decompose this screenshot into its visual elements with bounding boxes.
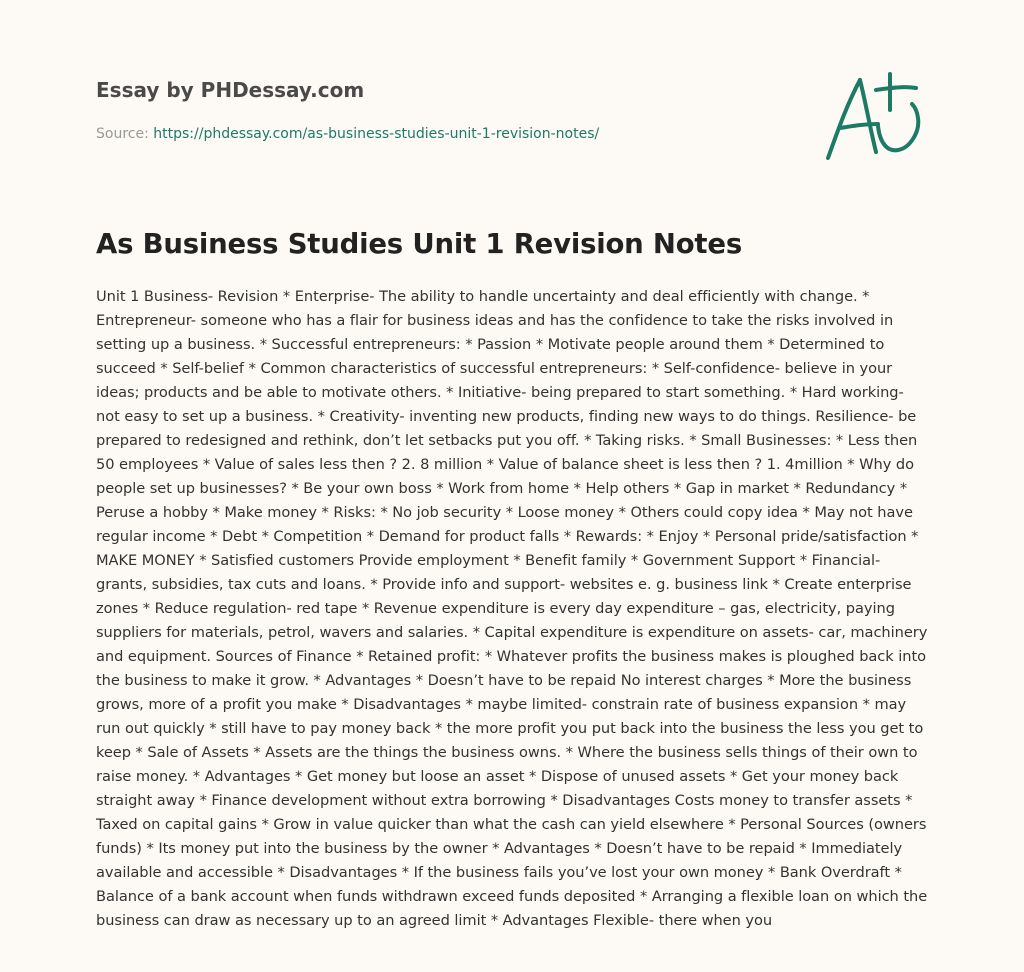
page-header [96, 76, 836, 144]
a-plus-logo-icon [818, 66, 930, 166]
document-title: As Business Studies Unit 1 Revision Notes [96, 228, 742, 260]
source-label: Source: [96, 126, 149, 142]
source-line [96, 124, 836, 144]
document-body: Unit 1 Business- Revision * Enterprise- The ability to handle uncertainty and deal efficiently with change. * Entrepreneur- someone who has a flair for business ideas and has the confidence to take the risks involved in setting up a business. * Successful entrepreneurs: * Passion * Motivate people around them * Determined to succeed * Self-belief * Common characteristics of successful entrepreneurs: * Self-confidence- believe in your ideas; products and be able to motivate others. * Initiative- being prepared to start something. * Hard working- not easy to set up a business. * Creativity- inventing new products, finding new ways to do things. Resilience- be prepared to redesigned and rethink, don’t let setbacks put you off. * Taking risks. * Small Businesses: * Less then 50 employees * Value of sales less then ? 2. 8 million * Value of balance sheet is less then ? 1. 4million * Why do people set up businesses? * Be your own boss * Work from home * Help others * Gap in market * Redundancy * Peruse a hobby * Make money * Risks: * No job security * Loose money * Others could copy idea * May not have regular income * Debt * Competition * Demand for product falls * Rewards: * Enjoy * Personal pride/satisfaction * MAKE MONEY * Satisfied customers Provide employment * Benefit family * Government Support * Financial- grants, subsidies, tax cuts and loans. * Provide info and support- websites e. g. business link * Create enterprise zones * Reduce regulation- red tape * Revenue expenditure is every day expenditure – gas, electricity, paying suppliers for materials, petrol, wavers and salaries. * Capital expenditure is expenditure on assets- car, machinery and equipment. Sources of Finance * Retained profit: * Whatever profits the business makes is ploughed back into the business to make it grow. * Advantages * Doesn’t have to be repaid No interest charges * More the business grows, more of a profit you make * Disadvantages * maybe limited- constrain rate of business expansion * may run out quickly * still have to pay money back * the more profit you put back into the business the less you get to keep * Sale of Assets * Assets are the things the business owns. * Where the business sells things of their own to raise money. * Advantages * Get money but loose an asset * Dispose of unused assets * Get your money back straight away * Finance development without extra borrowing * Disadvantages Costs money to transfer assets * Taxed on capital gains * Grow in value quicker than what the cash can yield elsewhere * Personal Sources (owners funds) * Its money put into the business by the owner * Advantages * Doesn’t have to be repaid * Immediately available and accessible * Disadvantages * If the business fails you’ve lost your own money * Bank Overdraft * Balance of a bank account when funds withdrawn exceed funds deposited * Arranging a flexible loan on which the business can draw as necessary up to an agreed limit * Advantages Flexible- there when you [96, 288, 928, 929]
source-link[interactable]: https://phdessay.com/as-business-studies-unit-1-revision-notes/ [153, 126, 600, 142]
site-title: Essay by PHDessay.com [96, 78, 365, 102]
